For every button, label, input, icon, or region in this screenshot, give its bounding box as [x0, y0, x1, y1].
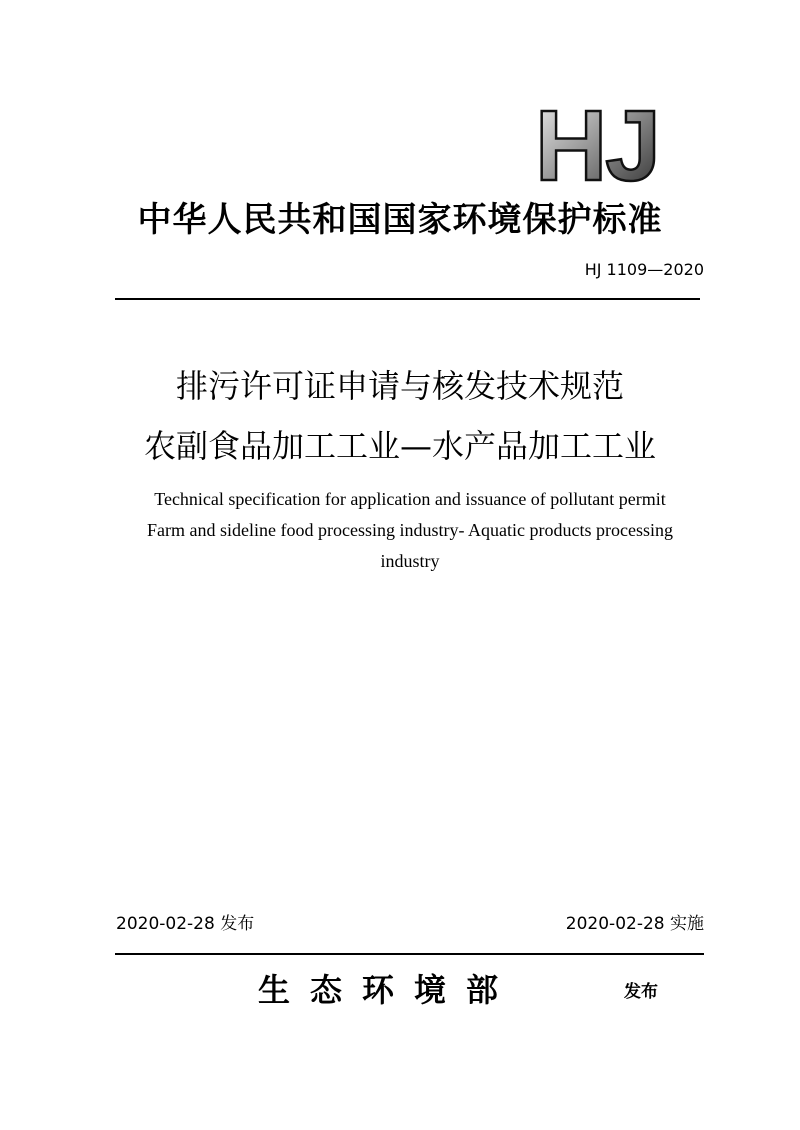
- top-divider: [115, 298, 700, 300]
- title-en-line-3: industry: [380, 551, 440, 571]
- title-en: [110, 484, 710, 577]
- hj-logo: [533, 96, 678, 186]
- implementation-date: 2020-02-28 实施: [565, 914, 704, 934]
- hj-logo-text: HJ: [535, 96, 659, 186]
- issuer-suffix: 发布: [624, 982, 658, 1002]
- title-en-line-2: Farm and sideline food processing industry- Aquatic products processing: [147, 520, 673, 540]
- title-en-line-1: Technical specification for application and issuance of pollutant permit: [154, 489, 666, 509]
- issuer: 生态环境部: [258, 971, 519, 1009]
- title-cn-line-2: 农副食品加工工业—水产品加工工业: [143, 427, 656, 465]
- issue-date: 2020-02-28 发布: [116, 914, 255, 934]
- standard-number: HJ 1109—2020: [584, 260, 704, 279]
- title-cn-line-1: 排污许可证申请与核发技术规范: [175, 367, 624, 405]
- standard-organization: 中华人民共和国国家环境保护标准: [137, 200, 663, 240]
- bottom-divider: [115, 953, 704, 955]
